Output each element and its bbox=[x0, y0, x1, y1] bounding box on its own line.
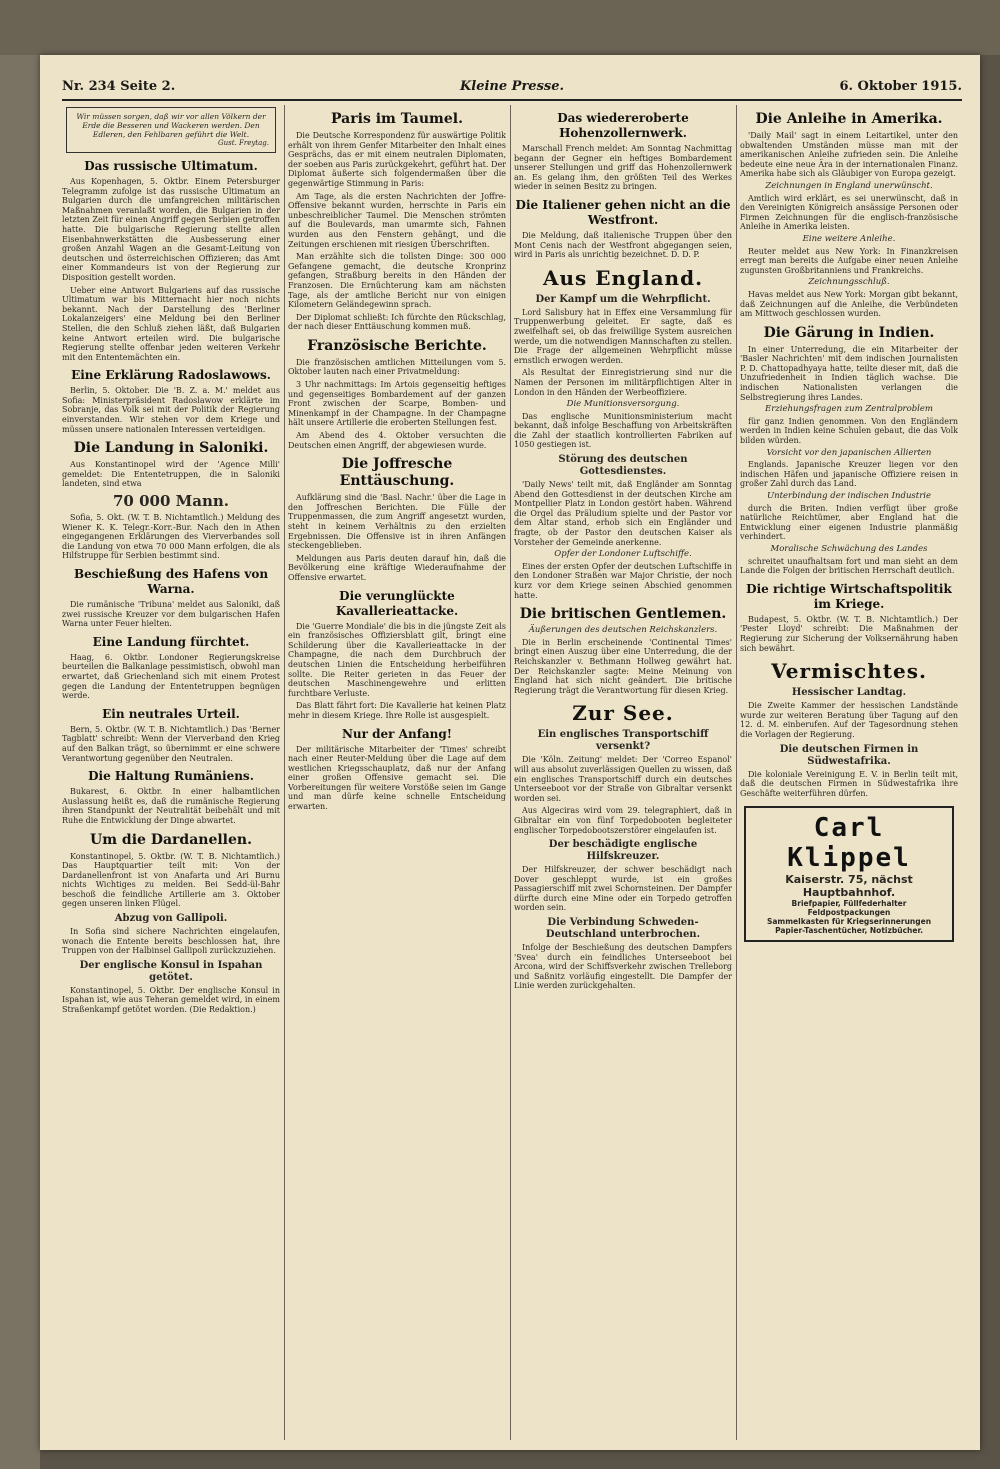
article-text: Aus Kopenhagen, 5. Oktbr. Einem Petersburger Telegramm zufolge ist das russische Ultimatum an Bulgarien durch die umfangreichen militärischen Maßnahmen veranlaßt worden, die Bulgarien in der letzten Zeit für einen Angriff gegen Serbien getroffen hatte. Die bulgarische Regierung stellte allen Eisenbahnwerkstätten die Ausbesserung einer großen Anzahl Wagen an die Gesamt-Leitung von deutschen und österreichischen Offizieren; das Amt einer Kommandeurs ist von der Regierung zur Disposition gestellt worden. bbox=[62, 177, 280, 282]
article-text: Amtlich wird erklärt, es sei unerwünscht, daß in den Vereinigten Königreich ansässige Personen oder Firmen Zeichnungen für die englisch-französische Anleihe in Amerika leisten. bbox=[740, 193, 958, 232]
ad-address: Kaiserstr. 75, nächst Hauptbahnhof. bbox=[785, 873, 913, 900]
article-text: Die französischen amtlichen Mitteilungen vom 5. Oktober lauten nach einer Privatmeldung: bbox=[288, 357, 506, 377]
subheadline: Vorsicht vor den japanischen Allierten bbox=[766, 447, 932, 458]
column-divider bbox=[736, 105, 737, 1440]
headline: Die Anleihe in Amerika. bbox=[755, 111, 943, 127]
article-text: Haag, 6. Oktbr. Londoner Regierungskreise beurteilen die Balkanlage pessimistisch, obwohl man erwartet, daß Griechenland sich mit einem Protest gegen die Landung der Ententetruppen begnügen werde. bbox=[62, 652, 280, 701]
subheadline: Der beschädigte englische Hilfskreuzer. bbox=[548, 839, 698, 863]
newspaper-page bbox=[40, 55, 980, 1450]
article-text: Konstantinopel, 5. Oktbr. Der englische Konsul in Ispahan ist, wie aus Teheran gemeldet wird, in einem Straßenkampf getötet worden. (Die Redaktion.) bbox=[62, 985, 280, 1015]
subheadline: Zeichnungen in England unerwünscht. bbox=[765, 180, 933, 191]
ad-line: Feldpostpackungen bbox=[807, 908, 891, 918]
headline: Die verunglückte Kavallerieattacke. bbox=[335, 588, 459, 618]
article-text: Das englische Munitionsministerium macht bekannt, daß infolge Beschaffung von Arbeitskräften die Zahl der staatlich kontrollierten Fabriken auf 1050 gestiegen ist. bbox=[514, 411, 732, 450]
headline: Vermischtes. bbox=[771, 659, 927, 684]
article-text: Das Blatt fährt fort: Die Kavallerie hat keinen Platz mehr in diesem Kriege. Ihre Rolle ist ausgespielt. bbox=[288, 701, 506, 720]
article-text: Als Resultat der Einregistrierung sind nur die Namen der Personen im militärpflichtigen Alter in London in den Händen der Werbeoffiziere. bbox=[514, 368, 732, 397]
scan-background-top bbox=[0, 0, 1000, 55]
column-1 bbox=[62, 105, 280, 1440]
article-text: Die koloniale Vereinigung E. V. in Berlin teilt mit, daß die deutschen Firmen in Südwestafrika ihre Geschäfte weiterführen dürfen. bbox=[740, 769, 958, 798]
article-text: Der militärische Mitarbeiter der 'Times' schreibt nach einer Reuter-Meldung über die Lage auf dem westlichen Kriegsschauplatz, daß nur der Anfang einer großen Offensive gemacht sei. Die Vorbereitungen für weitere Vorstöße seien im Gange und man dürfe keine schnelle Entscheidung erwarten. bbox=[288, 744, 506, 812]
subheadline: Hessischer Landtag. bbox=[791, 687, 907, 699]
subheadline: Störung des deutschen Gottesdienstes. bbox=[558, 454, 688, 478]
headline: Französische Berichte. bbox=[307, 337, 487, 354]
article-text: Aus Algeciras wird vom 29. telegraphiert, daß in Gibraltar ein von fünf Torpedobooten begleiteter englischer Torpedobootszerstörer eingelaufen ist. bbox=[514, 806, 732, 835]
motto-box bbox=[66, 107, 276, 153]
article-text: Sofia, 5. Okt. (W. T. B. Nichtamtlich.) Meldung des Wiener K. K. Telegr.-Korr.-Bur. Nach den in Athen eingegangenen Erklärungen des Vierverbandes soll die Landung von etwa 70 000 Mann erfolgen, die als Hilfstruppe für Serbien bestimmt sind. bbox=[62, 513, 280, 561]
subheadline: Der englische Konsul in Ispahan getötet. bbox=[79, 959, 263, 983]
ad-line: Papier-Taschentücher, Notizbücher. bbox=[775, 926, 923, 936]
subheadline: Äußerungen des deutschen Reichskanzlers. bbox=[528, 625, 718, 636]
headline: Aus England. bbox=[542, 265, 704, 290]
article-text: Infolge der Beschießung des deutschen Dampfers 'Svea' durch ein feindliches Unterseeboot bei Arcona, wird der Schiffsverkehr zwischen Trelleborg und Saßnitz vorläufig eingestellt. Die Dampfer der Linie werden zurückgehalten. bbox=[514, 943, 732, 991]
article-text: Aufklärung sind die 'Basl. Nachr.' über die Lage in den Joffreschen Berichten. Die Fülle der Truppenmassen, die zum Angriff angesetzt wurden, steht in keinem Verhältnis zu den erzielten Ergebnissen. Die Offensive ist in ihren Anfängen steckengeblieben. bbox=[288, 493, 506, 551]
advertisement bbox=[744, 806, 954, 942]
headline: Das russische Ultimatum. bbox=[84, 159, 258, 173]
article-text: Der Hilfskreuzer, der schwer beschädigt nach Dover geschleppt wurde, ist ein großes Passagierschiff mit zwei Schornsteinen. Der Dampfer dürfte durch eine Mine oder ein Torpedo getroffen worden sein. bbox=[514, 865, 732, 913]
subheadline: Eine weitere Anleihe. bbox=[802, 233, 896, 244]
article-text: Bukarest, 6. Oktbr. In einer halbamtlichen Auslassung heißt es, daß die rumänische Regierung ihren Standpunkt der Neutralität beibehält und mit Ruhe die Entwicklung der Dinge abwartet. bbox=[62, 787, 280, 825]
issue-number: Nr. 234 Seite 2. bbox=[62, 79, 176, 94]
article-text: Die Meldung, daß italienische Truppen über den Mont Cenis nach der Westfront abgegangen seien, wird in Paris als unrichtig bezeichnet. D. D. P. bbox=[514, 230, 732, 260]
article-text: Reuter meldet aus New York: In Finanzkreisen erregt man bereits die Aufgabe einer neuen Anleihe zugunsten Großbritanniens und Frankreichs. bbox=[740, 246, 958, 275]
article-text: In Sofia sind sichere Nachrichten eingelaufen, wonach die Entente bereits beschlossen hat, ihre Truppen von der Halbinsel Gallipoli zurückzuziehen. bbox=[62, 927, 280, 956]
motto-text: Wir müssen sorgen, daß wir vor allen Völkern der Erde die Besseren und Wackeren werden. Den Edleren, den Fehlbaren geführt die Welt. bbox=[76, 112, 266, 139]
troop-count: 70 000 Mann. bbox=[113, 492, 229, 511]
headline: Beschießung des Hafens von Warna. bbox=[73, 567, 269, 596]
article-text: Konstantinopel, 5. Oktbr. (W. T. B. Nichtamtlich.) Das Hauptquartier teilt mit: Von der Dardanellenfront ist von Anafarta und Ari Burnu nichts Wichtiges zu melden. Bei Sedd-ül-Bahr beschoß die feindliche Artillerie am 3. Oktober gegen unseren linken Flügel. bbox=[62, 851, 280, 909]
headline: Um die Dardanellen. bbox=[90, 831, 252, 848]
subheadline: Die deutschen Firmen in Südwestafrika. bbox=[779, 743, 919, 767]
headline: Die Italiener gehen nicht an die Westfront. bbox=[515, 197, 731, 227]
masthead-rule bbox=[62, 99, 962, 101]
column-divider bbox=[510, 105, 511, 1440]
headline: Ein neutrales Urteil. bbox=[102, 706, 240, 721]
article-text: Die Deutsche Korrespondenz für auswärtige Politik erhält von ihrem Genfer Mitarbeiter den Inhalt eines Gesprächs, das er mit einem neutralen Diplomaten, der soeben aus Paris zurückgekehrt, geführt hat. Der Diplomat äußerte sich folgendermaßen über die gegenwärtige Stimmung in Paris: bbox=[288, 131, 506, 188]
masthead bbox=[62, 79, 962, 101]
headline: Paris im Taumel. bbox=[331, 111, 463, 127]
ad-line: Briefpapier, Füllfederhalter bbox=[791, 899, 907, 909]
motto-author: Gust. Freytag. bbox=[218, 139, 269, 147]
headline: Die britischen Gentlemen. bbox=[519, 606, 727, 623]
article-text: Die 'Köln. Zeitung' meldet: Der 'Correo Espanol' will aus absolut zuverlässigen Quellen zu wissen, daß ein englisches Transportschiff durch ein deutsches Unterseeboot vor der Straße von Gibraltar versenkt worden sei. bbox=[514, 755, 732, 803]
subheadline: Zeichnungsschluß. bbox=[808, 277, 890, 288]
ad-line: Sammelkasten für Kriegserinnerungen bbox=[766, 917, 932, 927]
article-text: Die 'Guerre Mondiale' die bis in die jüngste Zeit als ein französisches Offiziersblatt gilt, bringt eine Schilderung über die Kavallerieattacke in der Champagne, die nach dem Durchbruch der deutschen Linien die Entscheidung herbeiführen sollte. Die Reiter gerieten in das Feuer der deutschen Maschinengewehre und erlitten furchtbare Verluste. bbox=[288, 621, 506, 698]
issue-date: 6. Oktober 1915. bbox=[839, 79, 962, 94]
article-text: Die in Berlin erscheinende 'Continental Times' bringt einen Auszug über eine Unterredung, die der Reichskanzler v. Bethmann Hollweg gewährt hat. Der Reichskanzler sagte: Meine Meinung von England hat sich nicht geändert. Die britische Regierung trägt die Verantwortung für diesen Krieg. bbox=[514, 637, 732, 695]
article-text: Bern, 5. Oktbr. (W. T. B. Nichtamtlich.) Das 'Berner Tagblatt' schreibt: Wenn der Vierverband den Krieg auf den Balkan trägt, so übernimmt er eine schwere Verantwortung gegenüber den Neutralen. bbox=[62, 724, 280, 763]
article-text: Lord Salisbury hat in Effex eine Versammlung für Truppenwerbung geleitet. Er sagte, daß es zweifelhaft sei, ob das freiwillige System ausreichen werde, um die notwendigen Mannschaften zu stellen. Die Frage der allgemeinen Wehrpflicht müsse ernstlich erwogen werden. bbox=[514, 307, 732, 365]
headline: Die richtige Wirtschaftspolitik im Kriege. bbox=[746, 581, 952, 611]
article-text: durch die Briten. Indien verfügt über große natürliche Reichtümer, aber England hat die Entwicklung einer eigenen Industrie planmäßig verhindert. bbox=[740, 503, 958, 542]
column-divider bbox=[284, 105, 285, 1440]
article-text: Der Diplomat schließt: Ich fürchte den Rückschlag, der nach dieser Enttäuschung kommen muß. bbox=[288, 312, 506, 332]
subheadline: Abzug von Gallipoli. bbox=[114, 913, 228, 925]
article-text: Eines der ersten Opfer der deutschen Luftschiffe in den Londoner Straßen war Major Christie, der noch kurz vor dem Kriege seinen Abschied genommen hatte. bbox=[514, 561, 732, 600]
article-text: Die Zweite Kammer der hessischen Landstände wurde zur weiteren Beratung über Tagung auf den 12. d. M. einberufen. Auf der Tagesordnung stehen die Vorlagen der Regierung. bbox=[740, 701, 958, 739]
subheadline: Ein englisches Transportschiff versenkt? bbox=[537, 729, 709, 753]
article-text: Die rumänische 'Tribuna' meldet aus Saloniki, daß zwei russische Kreuzer vor dem bulgarischen Hafen Warna unter Feuer hielten. bbox=[62, 600, 280, 629]
article-text: Man erzählte sich die tollsten Dinge: 300 000 Gefangene gemacht, die deutsche Kronprinz gefangen, Straßburg bereits in den Händen der Franzosen. Die Ernüchterung kam am nächsten Tage, als der amtliche Bericht nur von einigen Kilometern Geländegewinn sprach. bbox=[288, 252, 506, 310]
headline: Die Haltung Rumäniens. bbox=[88, 769, 254, 784]
article-text: Am Abend des 4. Oktober versuchten die Deutschen einen Angriff, der abgewiesen wurde. bbox=[288, 431, 506, 450]
ad-company-name: Carl Klippel bbox=[787, 813, 911, 874]
article-text: Havas meldet aus New York: Morgan gibt bekannt, daß Zeichnungen auf die Anleihe, die Verbündeten am Mittwoch geschlossen wurden. bbox=[740, 289, 958, 319]
article-text: 'Daily News' teilt mit, daß Engländer am Sonntag Abend den Gottesdienst in der deutschen Kirche am Montpellier Platz in London gestört haben. Während die Orgel das Präludium spielte und der Pastor vor dem Altar stand, erhob sich ein Engländer und fragte, ob der Pastor den deutschen Kaiser als Vorsteher der Gemeinde anerkenne. bbox=[514, 480, 732, 547]
subheadline: Die Verbindung Schweden-Deutschland unterbrochen. bbox=[545, 917, 701, 941]
headline: Eine Landung fürchtet. bbox=[92, 634, 250, 649]
column-2 bbox=[288, 105, 506, 1440]
article-text: Aus Konstantinopel wird der 'Agence Milli' gemeldet: Die Ententetruppen, die in Saloniki landeten, sind etwa bbox=[62, 460, 280, 489]
subheadline: Erziehungsfragen zum Zentralproblem bbox=[765, 404, 933, 415]
article-text: Berlin, 5. Oktober. Die 'B. Z. a. M.' meldet aus Sofia: Ministerpräsident Radoslawow erklärte im Sobranje, das Volk sei mit der Politik der Regierung einverstanden. Wir stehen vor dem Kriege und müssen unsere nationalen Interessen verteidigen. bbox=[62, 386, 280, 434]
newspaper-title: Kleine Presse. bbox=[459, 79, 565, 94]
headline: Die Gärung in Indien. bbox=[763, 324, 935, 341]
column-4 bbox=[740, 105, 958, 1440]
article-text: 3 Uhr nachmittags: Im Artois gegenseitig heftiges und gegenseitiges Bombardement auf der ganzen Front zwischen der Scarpe, Bomben- und Minenkampf in der Champagne. In der Champagne hält unsere Artillerie die eroberten Stellungen fest. bbox=[288, 380, 506, 428]
article-text: 'Daily Mail' sagt in einem Leitartikel, unter den obwaltenden Umständen müsse man mit der amerikanischen Anleihe zufrieden sein. Die Anleihe bedeute eine neue Ära in der internationalen Finanz. Amerika habe sich als Gläubiger von Europa gezeigt. bbox=[740, 131, 958, 179]
article-text: Am Tage, als die ersten Nachrichten der Joffre-Offensive bekannt wurden, herrschte in Paris ein unbeschreiblicher Taumel. Die Menschen strömten auf die Boulevards, man umarmte sich, Fahnen wurden aus den Fenstern gehängt, und die Zeitungen erschienen mit riesigen Überschriften. bbox=[288, 191, 506, 249]
article-text: für ganz Indien genommen. Von den Engländern werden in Indien keine Schulen gebaut, die das Volk bilden würden. bbox=[740, 416, 958, 446]
article-text: Budapest, 5. Oktbr. (W. T. B. Nichtamtlich.) Der 'Pester Lloyd' schreibt: Die Maßnahmen der Regierung zur Sicherung der Volksernährung haben sich bewährt. bbox=[740, 614, 958, 653]
headline: Das wiedereroberte Hohenzollernwerk. bbox=[557, 111, 689, 140]
column-3 bbox=[514, 105, 732, 1440]
subheadline: Unterbindung der indischen Industrie bbox=[766, 491, 932, 501]
headline: Nur der Anfang! bbox=[341, 726, 453, 741]
article-text: Englands. Japanische Kreuzer liegen vor den indischen Häfen und japanische Offiziere reisen in großer Zahl durch das Land. bbox=[740, 460, 958, 489]
headline: Zur See. bbox=[572, 701, 674, 726]
scan-background-left bbox=[0, 55, 40, 1469]
subheadline: Moralische Schwächung des Landes bbox=[770, 543, 928, 554]
headline: Eine Erklärung Radoslawows. bbox=[71, 368, 271, 383]
subheadline: Die Munitionsversorgung. bbox=[566, 399, 680, 410]
subheadline: Der Kampf um die Wehrpflicht. bbox=[535, 293, 711, 305]
subheadline: Opfer der Londoner Luftschiffe. bbox=[554, 549, 692, 560]
headline: Die Landung in Saloniki. bbox=[73, 440, 269, 457]
article-text: Ueber eine Antwort Bulgariens auf das russische Ultimatum war bis Mitternacht hier noch nichts bekannt. Nach der Darstellung des 'Berliner Lokalanzeigers' eine Meldung bei den Berliner Stellen, die den Schluß ziehen läßt, daß Bulgarien keine Antwort erteilen wird. Die bulgarische Regierung stellte offenbar jeden weiteren Verkehr mit den Ententemächten ein. bbox=[62, 285, 280, 362]
article-text: Meldungen aus Paris deuten darauf hin, daß die Bevölkerung eine kräftige Wiederaufnahme der Offensive erwartet. bbox=[288, 553, 506, 582]
article-text: schreitet unaufhaltsam fort und man sieht an dem Lande die Folgen der britischen Herrschaft deutlich. bbox=[740, 556, 958, 576]
article-text: In einer Unterredung, die ein Mitarbeiter der 'Basler Nachrichten' mit dem indischen Journalisten P. D. Chattopadhyaya hatte, teilte dieser mit, daß die Unzufriedenheit in Indien täglich wachse. Die indischen Nationalisten verlangen die Selbstregierung ihres Landes. bbox=[740, 344, 958, 402]
article-text: Marschall French meldet: Am Sonntag Nachmittag begann der Gegner ein heftiges Bombardement unserer Stellungen und griff das Hohenzollernwerk an. Es gelang ihm, den größten Teil des Werkes wieder in seinen Besitz zu bringen. bbox=[514, 144, 732, 192]
headline: Die Joffresche Enttäuschung. bbox=[339, 456, 455, 490]
